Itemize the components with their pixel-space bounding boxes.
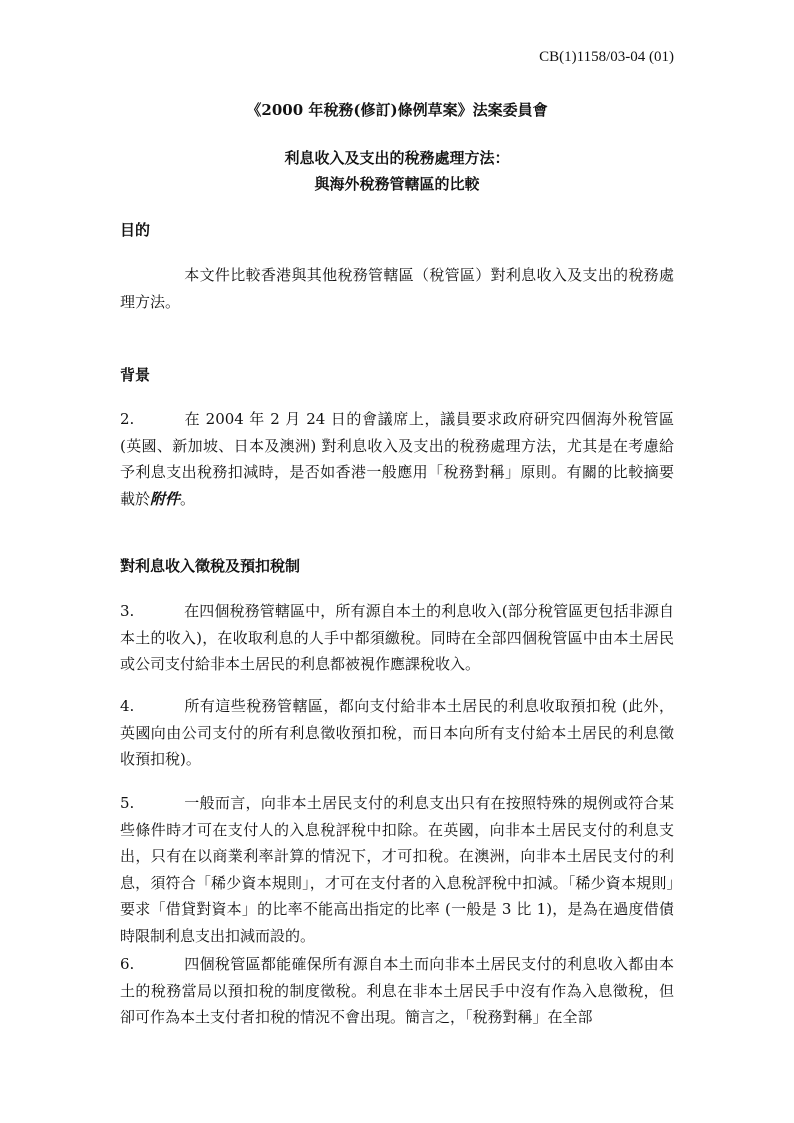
- paragraph-6: [120, 951, 674, 1031]
- paragraph-number: 6.: [120, 955, 135, 973]
- paragraph-3: [120, 598, 674, 678]
- paragraph-5: [120, 790, 674, 949]
- purpose-heading: 目的: [120, 221, 151, 239]
- taxation-heading: 對利息收入徵稅及預扣稅制: [120, 557, 301, 575]
- document-subtitle-line-1: 利息收入及支出的稅務處理方法：: [284, 149, 510, 167]
- paragraph-6-text: 四個稅管區都能確保所有源自本土而向非本土居民支付的利息收入都由本土的稅務當局以預扣稅的制度徵稅。利息在非本土居民手中沒有作為入息徵稅，但卻可作為本土支付者扣稅的情況不會出現。簡言之，「稅務對稱」在全部: [120, 955, 674, 1026]
- paragraph-4: [120, 693, 674, 773]
- paragraph-number: 5.: [120, 794, 135, 812]
- paragraph-5-text: 一般而言，向非本土居民支付的利息支出只有在按照特殊的規例或符合某些條件時才可在支付人的入息稅評稅中扣除。在英國，向非本土居民支付的利息支出，只有在以商業利率計算的情況下，才可扣稅。在澳洲，向非本土居民支付的利息，須符合「稀少資本規則」，才可在支付者的入息稅評稅中扣減。「稀少資本規則」要求「借貸對資本」的比率不能高出指定的比率 (一般是 3 比 1)，是為在過度借債時限制利息支出扣減而設的。: [120, 794, 674, 945]
- paragraph-2-text: 在 2004 年 2 月 24 日的會議席上，議員要求政府研究四個海外稅管區 (英國、新加坡、日本及澳洲) 對利息收入及支出的稅務處理方法，尤其是在考慮給予利息支出稅務扣減時，是否如香港一般應用「稅務對稱」原則。有關的比較摘要載於: [120, 410, 674, 508]
- paragraph-3-text: 在四個稅務管轄區中，所有源自本土的利息收入(部分稅管區更包括非源自本土的收入)，在收取利息的人手中都須繳稅。同時在全部四個稅管區中由本土居民或公司支付給非本土居民的利息都被視作應課稅收入。: [120, 602, 674, 673]
- document-subtitle-line-2: 與海外稅務管轄區的比較: [314, 175, 480, 193]
- document-title: 《2000 年稅務(修訂)條例草案》法案委員會: [246, 101, 548, 119]
- paragraph-4-text: 所有這些稅務管轄區，都向支付給非本土居民的利息收取預扣稅 (此外，英國向由公司支付的所有利息徵收預扣稅，而日本向所有支付給本土居民的利息徵收預扣稅)。: [120, 697, 674, 768]
- paragraph-number: 4.: [120, 697, 135, 715]
- paragraph-2-end: 。: [180, 489, 196, 508]
- background-heading: 背景: [120, 366, 151, 384]
- document-reference-number: CB(1)1158/03-04 (01): [539, 49, 674, 65]
- purpose-text: 本文件比較香港與其他稅務管轄區（稅管區）對利息收入及支出的稅務處理方法。: [120, 266, 674, 311]
- paragraph-number: 3.: [120, 602, 135, 620]
- paragraph-2: [120, 406, 674, 512]
- paragraph-number: 2.: [120, 410, 135, 428]
- purpose-paragraph: [120, 262, 674, 315]
- annex-reference: 附件: [150, 489, 181, 508]
